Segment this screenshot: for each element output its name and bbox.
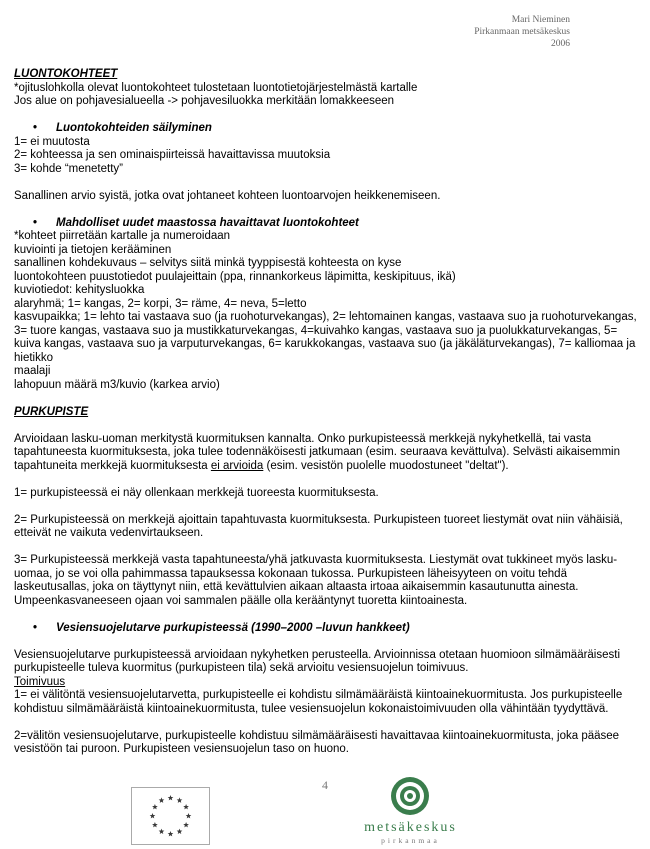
text-span: (esim. vesistön puolelle muodostuneet "deltat").: [263, 459, 509, 472]
eu-flag-logo: [131, 787, 210, 845]
eu-star-icon: [168, 795, 174, 800]
eu-star-icon: [168, 831, 174, 836]
section-title-purkupiste: PURKUPISTE: [14, 405, 89, 418]
bullet-heading-text: Mahdolliset uudet maastossa havaittavat luontokohteet: [56, 216, 359, 229]
text-span: Arvioidaan lasku-uoman merkitystä kuormituksen kannalta. Onko purkupisteessä merkkejä nykyhetkellä, tai vasta tapahtuneesta kuormituksesta, joka tulee todennäköisesti jatkumaan (esim. seuraava kevättulva). Selvästi aikaisemmin tapahtuneita merkkejä kuormituksesta: [14, 432, 620, 472]
bullet-heading: [14, 122, 644, 136]
text-line: 3= kohde “menetetty”: [14, 162, 123, 175]
text-paragraph: 3= Purkupisteessä merkkejä vasta tapahtuneesta/yhä jatkuvasta kuormituksesta. Liestymät ovat tukkineet myös lasku-uomaa, jo se voi olla pahimmassa tapauksessa kokonaan tukossa. Purkupisteen läheisyyteen on voitu tehdä laskeutusallas, joka on täyttynyt niin, että kevättulvien aikaan altaasta irtoaa aikaisemmin kasautunutta ainesta. Umpeenkasvaneeseen ojaan voi sammalen päälle olla kerääntynyt tuoretta kiintoainesta.: [14, 554, 618, 607]
metsakeskus-logo: [348, 775, 473, 845]
document-body: [14, 68, 644, 757]
eu-star-icon: [177, 797, 183, 802]
bullet-heading: [14, 622, 644, 636]
logo-subtitle: pirkanmaa: [381, 836, 440, 845]
text-paragraph: [14, 433, 644, 474]
text-line: kuviointi ja tietojen kerääminen: [14, 243, 172, 256]
text-line: *ojituslohkolla olevat luontokohteet tulostetaan luontotietojärjestelmästä kartalle: [14, 81, 418, 94]
text-line: Sanallinen arvio syistä, jotka ovat johtaneet kohteen luontoarvojen heikkenemiseen.: [14, 189, 441, 202]
text-line: kuviotiedot: kehitysluokka: [14, 284, 145, 296]
text-paragraph: Vesiensuojelutarve purkupisteessä arvioidaan nykyhetken perusteella. Arvioinnissa otetaan huomioon silmämääräisesti purkupisteelle tuleva kuormitus (purkupisteen tila) sekä arvioitu vesiensuojelun toimivuus.: [14, 648, 621, 674]
eu-star-icon: [152, 822, 158, 827]
eu-star-icon: [186, 813, 192, 818]
section-title-luontokohteet: LUONTOKOHTEET: [14, 68, 118, 80]
page-header: [474, 14, 570, 50]
underlined-text: ei arvioida: [210, 459, 264, 472]
bullet-heading-text: Vesiensuojelutarve purkupisteessä (1990–2000 –luvun hankkeet): [56, 621, 410, 634]
eu-star-icon: [177, 829, 183, 834]
eu-star-icon: [183, 804, 189, 809]
text-paragraph: 2= Purkupisteessä on merkkejä ajoittain tapahtuvasta kuormituksesta. Purkupisteen tuoreet liestymät ovat niin vähäisiä, etteivät ne vaikuta vedenvirtaukseen.: [14, 513, 623, 539]
text-line: maalaji: [14, 365, 51, 377]
bullet-heading: [14, 217, 644, 231]
logo-name: metsäkeskus: [364, 820, 457, 835]
text-line: Jos alue on pohjavesialueella -> pohjavesiluokka merkitään lomakkeeseen: [14, 95, 395, 107]
text-line: 2= kohteessa ja sen ominaispiirteissä havaittavissa muutoksia: [14, 149, 331, 161]
text-line: luontokohteen puustotiedot puulajeittain (ppa, rinnankorkeus läpimitta, keskipituus, ikä): [14, 270, 456, 283]
eu-star-icon: [152, 804, 158, 809]
page-number: 4: [322, 778, 328, 792]
eu-star-icon: [183, 822, 189, 827]
header-year: 2006: [551, 39, 570, 49]
eu-star-icon: [150, 813, 156, 818]
bullet-icon: •: [32, 122, 38, 134]
underlined-label: Toimivuus: [14, 675, 66, 688]
text-paragraph: 2=välitön vesiensuojelutarve, purkupisteelle kohdistuu silmämääräisesti havaittavaa kiintoainekuormitusta, joka pääsee vesistöön tai puroon. Purkupisteen vesiensuojelun taso on huono.: [14, 729, 620, 755]
text-line: sanallinen kohdekuvaus – selvitys siitä minkä tyyppisestä kohteesta on kyse: [14, 257, 402, 269]
text-line: lahopuun määrä m3/kuvio (karkea arvio): [14, 378, 220, 391]
eu-star-icon: [159, 797, 165, 802]
bullet-icon: •: [32, 216, 38, 229]
text-line: 1= ei muutosta: [14, 135, 90, 148]
bullet-heading-text: Luontokohteiden säilyminen: [56, 122, 212, 134]
text-paragraph: 1= purkupisteessä ei näy ollenkaan merkkejä tuoreesta kuormituksesta.: [14, 486, 379, 499]
header-org: Pirkanmaan metsäkeskus: [474, 27, 570, 37]
eu-star-icon: [159, 829, 165, 834]
text-line: alaryhmä; 1= kangas, 2= korpi, 3= räme, 4= neva, 5=letto: [14, 297, 307, 310]
header-author: Mari Nieminen: [511, 15, 570, 25]
target-rings-icon: [348, 775, 473, 821]
text-paragraph: kasvupaikka; 1= lehto tai vastaava suo (ja ruohoturvekangas), 2= lehtomainen kangas, vastaava suo ja ruohoturvekangas, 3= tuore kangas, vastaava suo ja mustikkaturvekangas, 4=kuivahko kangas, vastaava suo ja puolukkaturvekangas, 5= kuiva kangas, vastaava suo ja varputurvekangas, 6= karukkokangas, vastaava suo (ja jäkäläturvekangas), 7= kalliomaa ja hietikko: [14, 311, 637, 364]
eu-stars-icon: [132, 788, 209, 844]
text-paragraph: 1= ei välitöntä vesiensuojelutarvetta, purkupisteelle ei kohdistu silmämääräistä kiintoainekuormitusta. Jos purkupisteelle kohdistuu silmämääräistä kiintoainekuormitusta, tulee vesiensuojelun kokonaistoimivuuden olla vähintään tyydyttävä.: [14, 689, 623, 715]
bullet-icon: •: [32, 621, 38, 634]
text-line: *kohteet piirretään kartalle ja numeroidaan: [14, 230, 231, 242]
